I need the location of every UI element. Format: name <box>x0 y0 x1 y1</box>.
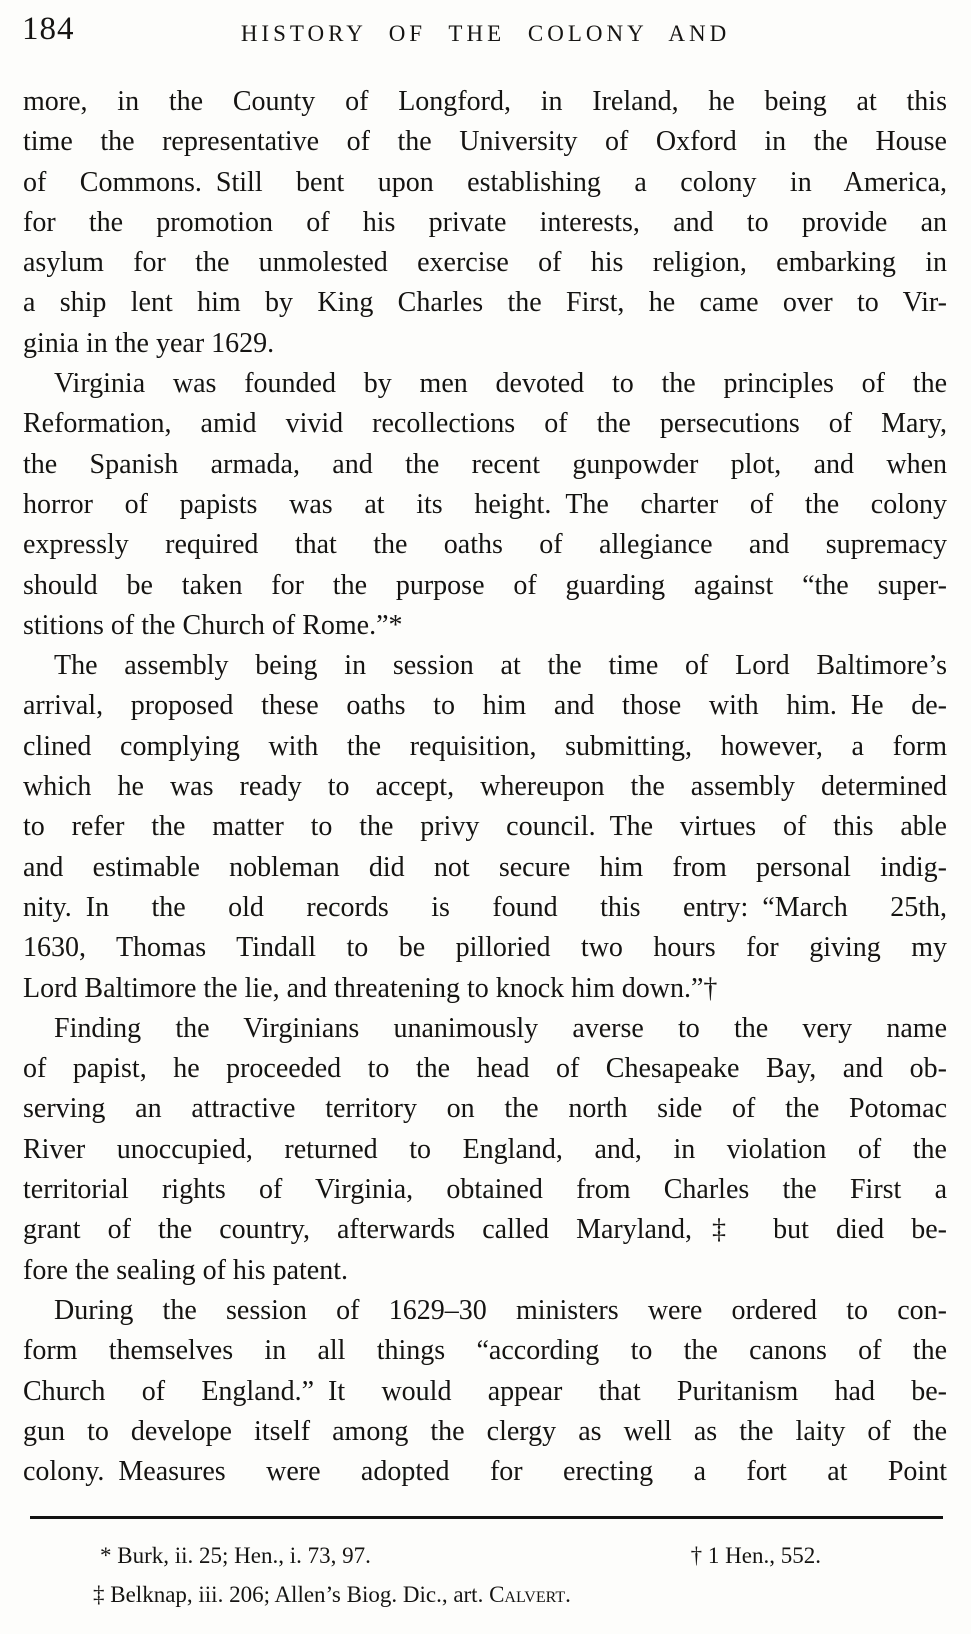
paragraph <box>23 364 947 646</box>
text-line: to refer the matter to the privy council. The virtues of this able <box>23 811 947 843</box>
running-header: HISTORY OF THE COLONY AND <box>240 21 731 46</box>
paragraph <box>23 1291 947 1492</box>
text-line: the Spanish armada, and the recent gunpowder plot, and when <box>23 448 947 480</box>
footnote-1: * Burk, ii. 25; Hen., i. 73, 97. <box>100 1543 371 1569</box>
footnote-3-text: ‡ Belknap, iii. 206; Allen’s Biog. Dic., art. <box>93 1582 490 1608</box>
text-line: territorial rights of Virginia, obtained from Charles the First a <box>23 1174 947 1206</box>
text-line: form themselves in all things “according to the canons of the <box>23 1335 947 1367</box>
footnote-3-smallcaps: Calvert. <box>489 1582 571 1608</box>
text-line: nity. In the old records is found this entry: “March 25th, <box>23 891 947 923</box>
text-line: should be taken for the purpose of guarding against “the super- <box>23 569 947 601</box>
text-line: clined complying with the requisition, submitting, however, a form <box>23 730 947 762</box>
footnote-2: † 1 Hen., 552. <box>690 1543 821 1569</box>
text-line: 1630, Thomas Tindall to be pilloried two hours for giving my <box>23 932 947 964</box>
text-line: which he was ready to accept, whereupon the assembly determined <box>23 771 947 803</box>
text-line: of Commons. Still bent upon establishing a colony in America, <box>23 166 947 198</box>
footnotes <box>30 1536 941 1614</box>
text-line: time the representative of the University of Oxford in the House <box>23 126 947 158</box>
text-line: During the session of 1629–30 ministers were ordered to con- <box>54 1294 947 1326</box>
text-line: Finding the Virginians unanimously averse to the very name <box>54 1012 947 1044</box>
footnote-divider <box>30 1516 943 1519</box>
page-header <box>0 0 971 58</box>
text-line: Church of England.” It would appear that Puritanism had be- <box>23 1375 947 1407</box>
footnote-row <box>30 1536 941 1575</box>
text-line: and estimable nobleman did not secure him from personal indig- <box>23 851 947 883</box>
text-line: grant of the country, afterwards called Maryland,‡ but died be- <box>23 1214 947 1246</box>
text-line: horror of papists was at its height. The charter of the colony <box>23 488 947 520</box>
text-line: ginia in the year 1629. <box>23 327 275 359</box>
text-line: Reformation, amid vivid recollections of the persecutions of Mary, <box>23 408 947 440</box>
body-text <box>23 82 947 1492</box>
text-line: of papist, he proceeded to the head of Chesapeake Bay, and ob- <box>23 1053 947 1085</box>
footnote-3 <box>30 1575 941 1614</box>
text-line: expressly required that the oaths of allegiance and supremacy <box>23 529 947 561</box>
text-line: The assembly being in session at the time of Lord Baltimore’s <box>54 650 947 682</box>
paragraph <box>23 646 947 1009</box>
text-line: serving an attractive territory on the north side of the Potomac <box>23 1093 947 1125</box>
text-line: a ship lent him by King Charles the First, he came over to Vir- <box>23 287 947 319</box>
text-line: arrival, proposed these oaths to him and those with him. He de- <box>23 690 947 722</box>
paragraph <box>23 1009 947 1291</box>
text-line: Lord Baltimore the lie, and threatening to knock him down.”† <box>23 972 718 1004</box>
text-line: for the promotion of his private interests, and to provide an <box>23 206 947 238</box>
text-line: fore the sealing of his patent. <box>23 1254 349 1286</box>
page-number: 184 <box>22 11 75 47</box>
text-line: gun to develope itself among the clergy as well as the laity of the <box>23 1415 947 1447</box>
text-line: Virginia was founded by men devoted to the principles of the <box>54 368 947 400</box>
paragraph <box>23 82 947 364</box>
text-line: colony. Measures were adopted for erecting a fort at Point <box>23 1456 947 1488</box>
text-line: River unoccupied, returned to England, and, in violation of the <box>23 1133 947 1165</box>
text-line: more, in the County of Longford, in Ireland, he being at this <box>23 86 947 117</box>
text-line: asylum for the unmolested exercise of his religion, embarking in <box>23 247 947 279</box>
text-line: stitions of the Church of Rome.”* <box>23 609 403 641</box>
